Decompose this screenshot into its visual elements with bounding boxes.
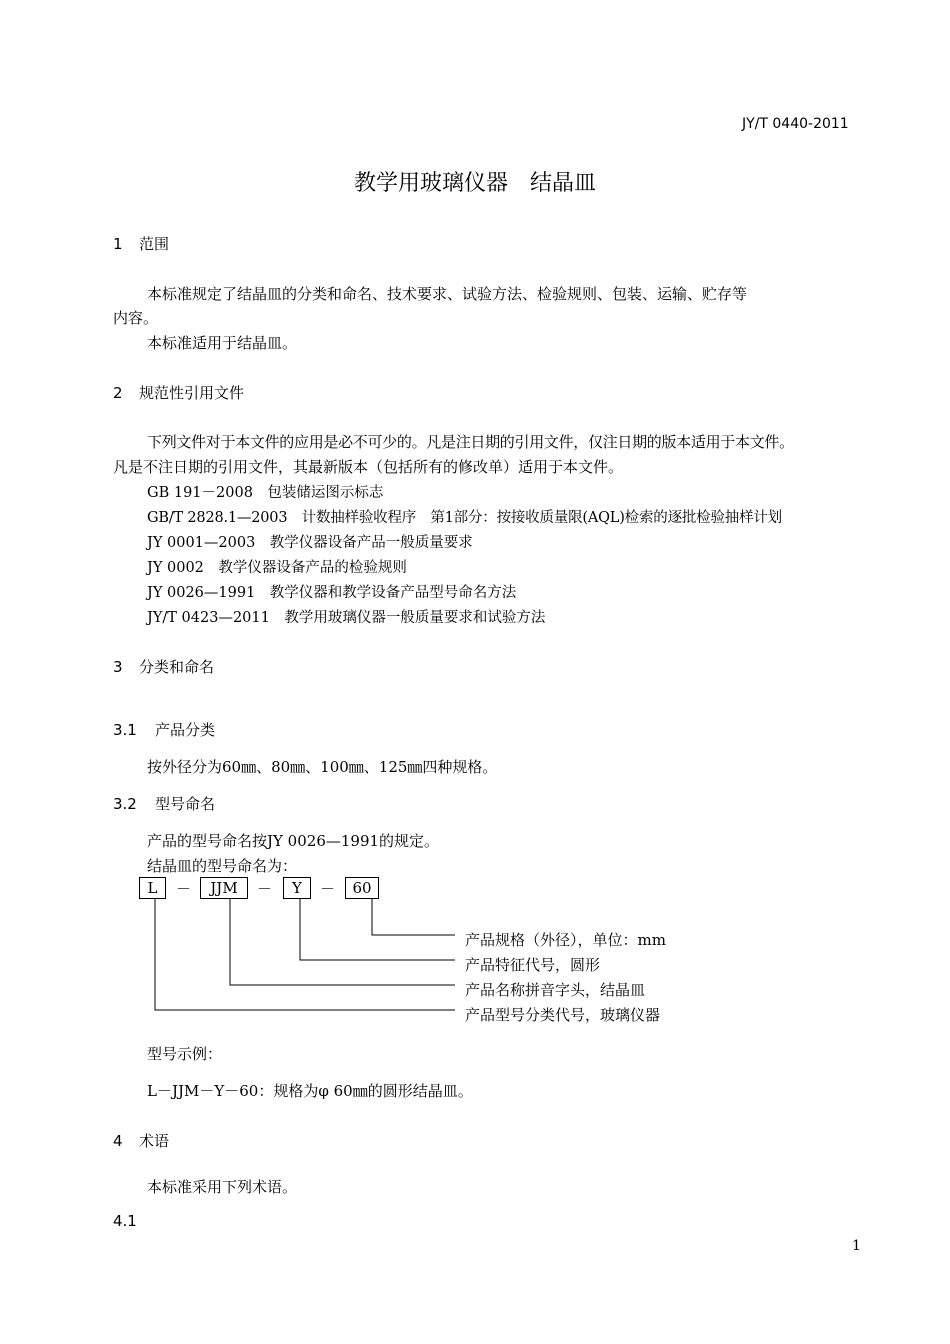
subsection-title: 产品分类 bbox=[155, 721, 216, 739]
separator-dash: － bbox=[257, 880, 273, 898]
paragraph: 本标准规定了结晶皿的分类和命名、技术要求、试验方法、检验规则、包装、运输、贮存等 bbox=[147, 285, 748, 303]
subsection-4-1-heading: 4.1 bbox=[113, 1212, 137, 1230]
separator-dash: － bbox=[176, 880, 192, 898]
paragraph: 下列文件对于本文件的应用是必不可少的。凡是注日期的引用文件，仅注日期的版本适用于本文件。 bbox=[147, 433, 794, 451]
section-number: 3 bbox=[113, 658, 123, 676]
standard-code: JY/T 0440-2011 bbox=[742, 116, 849, 132]
paragraph: 按外径分为60㎜、80㎜、100㎜、125㎜四种规格。 bbox=[147, 758, 498, 776]
label-feature: 产品特征代号，圆形 bbox=[465, 956, 601, 974]
code-box-spec: 60 bbox=[345, 877, 379, 899]
section-number: 1 bbox=[113, 235, 123, 253]
paragraph-continuation: 内容。 bbox=[113, 309, 159, 327]
subsection-title: 型号命名 bbox=[155, 795, 216, 813]
section-4-heading bbox=[113, 1130, 169, 1151]
paragraph: 本标准采用下列术语。 bbox=[147, 1178, 298, 1196]
code-box-feature: Y bbox=[283, 877, 311, 899]
page-number: 1 bbox=[852, 1238, 861, 1254]
section-title: 分类和命名 bbox=[139, 658, 215, 676]
example-heading: 型号示例： bbox=[147, 1045, 223, 1063]
subsection-number: 3.1 bbox=[113, 721, 137, 739]
reference-item: GB/T 2828.1—2003 计数抽样验收程序 第1部分：按接收质量限(AQL)检索的逐批检验抽样计划 bbox=[147, 510, 782, 526]
paragraph-continuation: 凡是不注日期的引用文件，其最新版本（包括所有的修改单）适用于本文件。 bbox=[113, 458, 624, 476]
paragraph: 结晶皿的型号命名为： bbox=[147, 857, 298, 875]
section-number: 4 bbox=[113, 1132, 123, 1150]
reference-item: JY/T 0423—2011 教学用玻璃仪器一般质量要求和试验方法 bbox=[147, 610, 546, 626]
paragraph: 产品的型号命名按JY 0026—1991的规定。 bbox=[147, 832, 440, 850]
reference-item: JY 0026—1991 教学仪器和教学设备产品型号命名方法 bbox=[147, 585, 517, 601]
reference-item: GB 191－2008 包装储运图示标志 bbox=[147, 485, 384, 501]
paragraph: 本标准适用于结晶皿。 bbox=[147, 334, 298, 352]
label-spec: 产品规格（外径），单位：mm bbox=[465, 931, 666, 949]
label-name: 产品名称拼音字头，结晶皿 bbox=[465, 981, 646, 999]
subsection-number: 3.2 bbox=[113, 795, 137, 813]
page-title: 教学用玻璃仪器 结晶皿 bbox=[353, 171, 596, 196]
section-title: 术语 bbox=[139, 1132, 170, 1150]
section-number: 2 bbox=[113, 384, 123, 402]
label-category: 产品型号分类代号，玻璃仪器 bbox=[465, 1006, 661, 1024]
section-title: 规范性引用文件 bbox=[139, 384, 245, 402]
reference-item: JY 0002 教学仪器设备产品的检验规则 bbox=[147, 560, 407, 576]
separator-dash: － bbox=[320, 880, 336, 898]
code-box-name: JJM bbox=[200, 877, 248, 899]
code-box-category: L bbox=[139, 877, 166, 899]
example-text: L－JJM－Y－60：规格为φ 60㎜的圆形结晶皿。 bbox=[147, 1082, 473, 1100]
reference-item: JY 0001—2003 教学仪器设备产品一般质量要求 bbox=[147, 535, 473, 551]
section-title: 范围 bbox=[139, 235, 170, 253]
